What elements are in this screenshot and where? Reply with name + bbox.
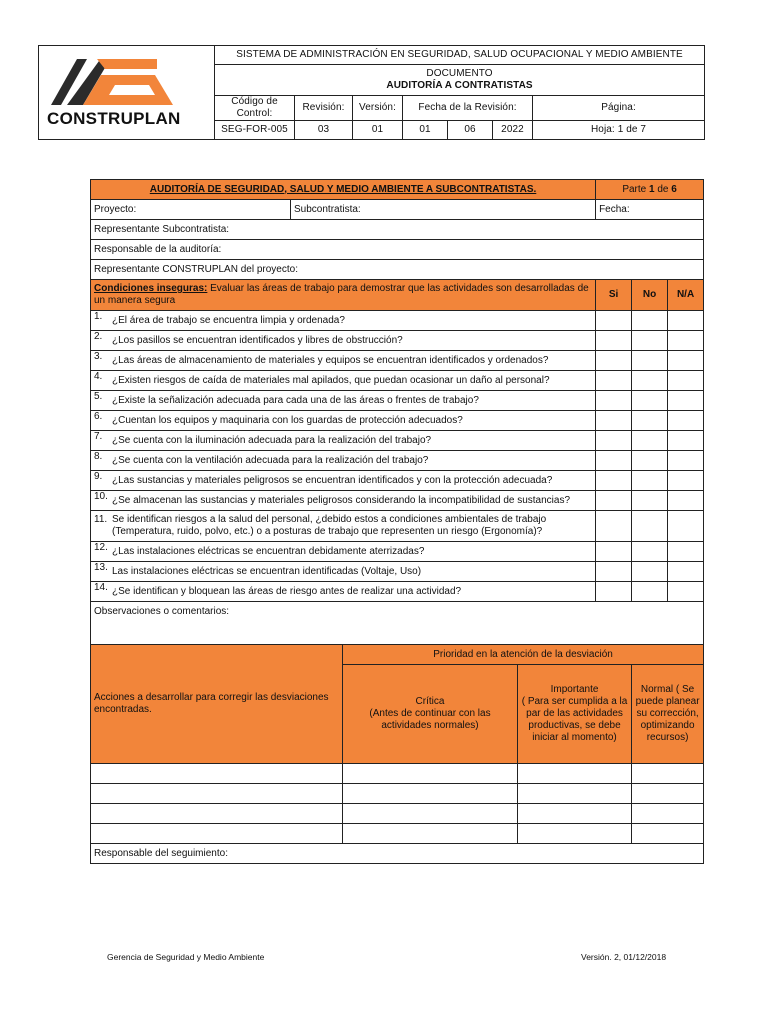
checklist-question xyxy=(91,411,596,431)
corrective-actions-label: Acciones a desarrollar para corregir las desviaciones encontradas. xyxy=(91,645,343,764)
yes-checkbox[interactable] xyxy=(596,431,632,451)
checklist-question xyxy=(91,511,596,542)
page-header: Página: xyxy=(533,96,705,121)
subcontractor-rep-field[interactable]: Representante Subcontratista: xyxy=(91,220,704,240)
page-count: Hoja: 1 de 7 xyxy=(533,121,705,140)
part-label: Parte xyxy=(622,183,647,195)
yes-column-header: Si xyxy=(596,280,632,311)
no-checkbox[interactable] xyxy=(632,511,668,542)
na-checkbox[interactable] xyxy=(668,562,704,582)
priority-normal: Normal ( Se puede planear su corrección, optimizando recursos) xyxy=(632,665,704,764)
audit-part xyxy=(596,180,704,200)
yes-checkbox[interactable] xyxy=(596,351,632,371)
item-text: ¿Se almacenan las sustancias y materiales peligrosos considerando la incompatibilidad de sustancias? xyxy=(112,494,571,506)
logo-icon xyxy=(39,49,215,113)
no-checkbox[interactable] xyxy=(632,371,668,391)
unsafe-conditions-label: Condiciones inseguras: xyxy=(94,283,208,294)
checklist-row xyxy=(91,582,704,602)
na-checkbox[interactable] xyxy=(668,431,704,451)
item-number: 2. xyxy=(94,331,103,342)
item-number: 11. xyxy=(94,514,108,525)
item-text: ¿Se cuenta con la iluminación adecuada para la realización del trabajo? xyxy=(112,434,432,446)
checklist-question xyxy=(91,542,596,562)
no-checkbox[interactable] xyxy=(632,331,668,351)
revision-date-header: Fecha de la Revisión: xyxy=(403,96,533,121)
follow-up-responsible-field[interactable]: Responsable del seguimiento: xyxy=(91,844,704,864)
na-checkbox[interactable] xyxy=(668,391,704,411)
checklist-question xyxy=(91,311,596,331)
document-label: DOCUMENTO xyxy=(426,68,493,79)
item-text: ¿Existen riesgos de caída de materiales mal apilados, que puedan ocasionar un daño al personal? xyxy=(112,374,550,386)
action-row xyxy=(91,764,704,784)
checklist-row xyxy=(91,542,704,562)
no-checkbox[interactable] xyxy=(632,411,668,431)
checklist-row xyxy=(91,471,704,491)
yes-checkbox[interactable] xyxy=(596,491,632,511)
footer-department: Gerencia de Seguridad y Medio Ambiente xyxy=(107,952,265,962)
item-text: Se identifican riesgos a la salud del personal, ¿debido estos a condiciones ambientales de trabajo (Temperatura, ruido, polvo, etc.) o a posturas de trabajo que representen un riesgo (Ergonomía)? xyxy=(112,514,547,537)
item-number: 7. xyxy=(94,431,103,442)
item-text: ¿Las sustancias y materiales peligrosos se encuentran identificados y con la protección adecuada? xyxy=(112,474,553,486)
checklist-question xyxy=(91,471,596,491)
item-number: 1. xyxy=(94,311,103,322)
footer-version: Versión. 2, 01/12/2018 xyxy=(581,952,667,962)
revision-year: 2022 xyxy=(493,121,533,140)
item-number: 8. xyxy=(94,451,103,462)
checklist-row xyxy=(91,371,704,391)
na-checkbox[interactable] xyxy=(668,451,704,471)
checklist-row xyxy=(91,391,704,411)
part-of: de xyxy=(657,183,669,195)
part-total: 6 xyxy=(671,183,677,195)
item-text: ¿Se identifican y bloquean las áreas de riesgo antes de realizar una actividad? xyxy=(112,585,462,597)
document-title-cell xyxy=(215,65,705,96)
checklist-row xyxy=(91,311,704,331)
item-number: 6. xyxy=(94,411,103,422)
checklist-question xyxy=(91,371,596,391)
revision-day: 01 xyxy=(403,121,448,140)
item-text: Las instalaciones eléctricas se encuentran identificadas (Voltaje, Uso) xyxy=(112,565,422,577)
subcontractor-field[interactable]: Subcontratista: xyxy=(291,200,596,220)
revision-month: 06 xyxy=(448,121,493,140)
priority-important xyxy=(518,665,632,764)
no-checkbox[interactable] xyxy=(632,451,668,471)
yes-checkbox[interactable] xyxy=(596,391,632,411)
checklist-row xyxy=(91,562,704,582)
audit-title: AUDITORÍA DE SEGURIDAD, SALUD Y MEDIO AMBIENTE A SUBCONTRATISTAS. xyxy=(91,180,596,200)
na-checkbox[interactable] xyxy=(668,331,704,351)
no-checkbox[interactable] xyxy=(632,491,668,511)
yes-checkbox[interactable] xyxy=(596,311,632,331)
checklist-question xyxy=(91,391,596,411)
no-checkbox[interactable] xyxy=(632,542,668,562)
unsafe-conditions-header xyxy=(91,280,596,311)
no-checkbox[interactable] xyxy=(632,562,668,582)
no-checkbox[interactable] xyxy=(632,431,668,451)
checklist-row xyxy=(91,351,704,371)
revision-header: Revisión: xyxy=(295,96,353,121)
checklist-question xyxy=(91,451,596,471)
na-checkbox[interactable] xyxy=(668,511,704,542)
system-title: SISTEMA DE ADMINISTRACIÓN EN SEGURIDAD, SALUD OCUPACIONAL Y MEDIO AMBIENTE xyxy=(215,46,705,65)
checklist-row xyxy=(91,411,704,431)
logo-cell xyxy=(39,46,215,140)
item-number: 3. xyxy=(94,351,103,362)
revision-value: 03 xyxy=(295,121,353,140)
version-header: Versión: xyxy=(353,96,403,121)
item-text: ¿Las instalaciones eléctricas se encuentran debidamente aterrizadas? xyxy=(112,545,425,557)
construplan-logo xyxy=(39,49,215,137)
brand-name: CONSTRUPLAN xyxy=(47,108,181,128)
critical-title: Crítica xyxy=(415,696,445,707)
no-checkbox[interactable] xyxy=(632,391,668,411)
no-checkbox[interactable] xyxy=(632,311,668,331)
audit-responsible-field[interactable]: Responsable de la auditoría: xyxy=(91,240,704,260)
na-checkbox[interactable] xyxy=(668,371,704,391)
checklist-question xyxy=(91,582,596,602)
item-number: 13. xyxy=(94,562,108,573)
item-text: ¿Existe la señalización adecuada para cada una de las áreas o frentes de trabajo? xyxy=(112,394,479,406)
checklist-question xyxy=(91,491,596,511)
na-checkbox[interactable] xyxy=(668,311,704,331)
item-number: 10. xyxy=(94,491,108,502)
checklist-items xyxy=(91,311,704,602)
checklist-row xyxy=(91,331,704,351)
checklist-row xyxy=(91,511,704,542)
no-checkbox[interactable] xyxy=(632,582,668,602)
document-title: AUDITORÍA A CONTRATISTAS xyxy=(386,80,533,91)
item-number: 14. xyxy=(94,582,108,593)
item-number: 12. xyxy=(94,542,108,553)
part-number: 1 xyxy=(649,183,655,195)
yes-checkbox[interactable] xyxy=(596,371,632,391)
item-text: ¿Cuentan los equipos y maquinaria con los guardas de protección adecuados? xyxy=(112,414,463,426)
na-checkbox[interactable] xyxy=(668,471,704,491)
item-text: ¿Los pasillos se encuentran identificados y libres de obstrucción? xyxy=(112,334,403,346)
project-field[interactable]: Proyecto: xyxy=(91,200,291,220)
checklist-question xyxy=(91,331,596,351)
unsafe-conditions-text: Evaluar las áreas de trabajo para demostrar que las actividades son desarrolladas de un manera segura xyxy=(94,283,589,306)
priority-header: Prioridad en la atención de la desviación xyxy=(343,645,704,665)
yes-checkbox[interactable] xyxy=(596,411,632,431)
date-field[interactable]: Fecha: xyxy=(596,200,704,220)
important-title: Importante xyxy=(550,684,599,695)
control-code-header: Código de Control: xyxy=(215,96,295,121)
item-number: 4. xyxy=(94,371,103,382)
na-checkbox[interactable] xyxy=(668,351,704,371)
na-checkbox[interactable] xyxy=(668,491,704,511)
important-desc: ( Para ser cumplida a la par de las actividades productivas, se debe iniciar al momento) xyxy=(521,696,628,743)
checklist-question xyxy=(91,562,596,582)
critical-desc: (Antes de continuar con las actividades normales) xyxy=(369,708,491,731)
item-number: 9. xyxy=(94,471,103,482)
yes-checkbox[interactable] xyxy=(596,511,632,542)
no-checkbox[interactable] xyxy=(632,471,668,491)
yes-checkbox[interactable] xyxy=(596,471,632,491)
na-checkbox[interactable] xyxy=(668,411,704,431)
yes-checkbox[interactable] xyxy=(596,451,632,471)
audit-table xyxy=(90,179,704,864)
construplan-rep-field[interactable]: Representante CONSTRUPLAN del proyecto: xyxy=(91,260,704,280)
checklist-row xyxy=(91,431,704,451)
item-text: ¿El área de trabajo se encuentra limpia y ordenada? xyxy=(112,314,345,326)
checklist-question xyxy=(91,431,596,451)
yes-checkbox[interactable] xyxy=(596,582,632,602)
document-header xyxy=(38,45,705,140)
yes-checkbox[interactable] xyxy=(596,331,632,351)
checklist-row xyxy=(91,491,704,511)
no-column-header: No xyxy=(632,280,668,311)
priority-critical xyxy=(343,665,518,764)
version-value: 01 xyxy=(353,121,403,140)
checklist-question xyxy=(91,351,596,371)
action-row xyxy=(91,824,704,844)
no-checkbox[interactable] xyxy=(632,351,668,371)
action-row xyxy=(91,784,704,804)
item-text: ¿Se cuenta con la ventilación adecuada para la realización del trabajo? xyxy=(112,454,429,466)
item-text: ¿Las áreas de almacenamiento de materiales y equipos se encuentran identificados y ordenados? xyxy=(112,354,549,366)
yes-checkbox[interactable] xyxy=(596,562,632,582)
control-code-value: SEG-FOR-005 xyxy=(215,121,295,140)
na-checkbox[interactable] xyxy=(668,542,704,562)
yes-checkbox[interactable] xyxy=(596,542,632,562)
na-checkbox[interactable] xyxy=(668,582,704,602)
item-number: 5. xyxy=(94,391,103,402)
na-column-header: N/A xyxy=(668,280,704,311)
action-row xyxy=(91,804,704,824)
checklist-row xyxy=(91,451,704,471)
observations-field[interactable]: Observaciones o comentarios: xyxy=(91,602,704,645)
